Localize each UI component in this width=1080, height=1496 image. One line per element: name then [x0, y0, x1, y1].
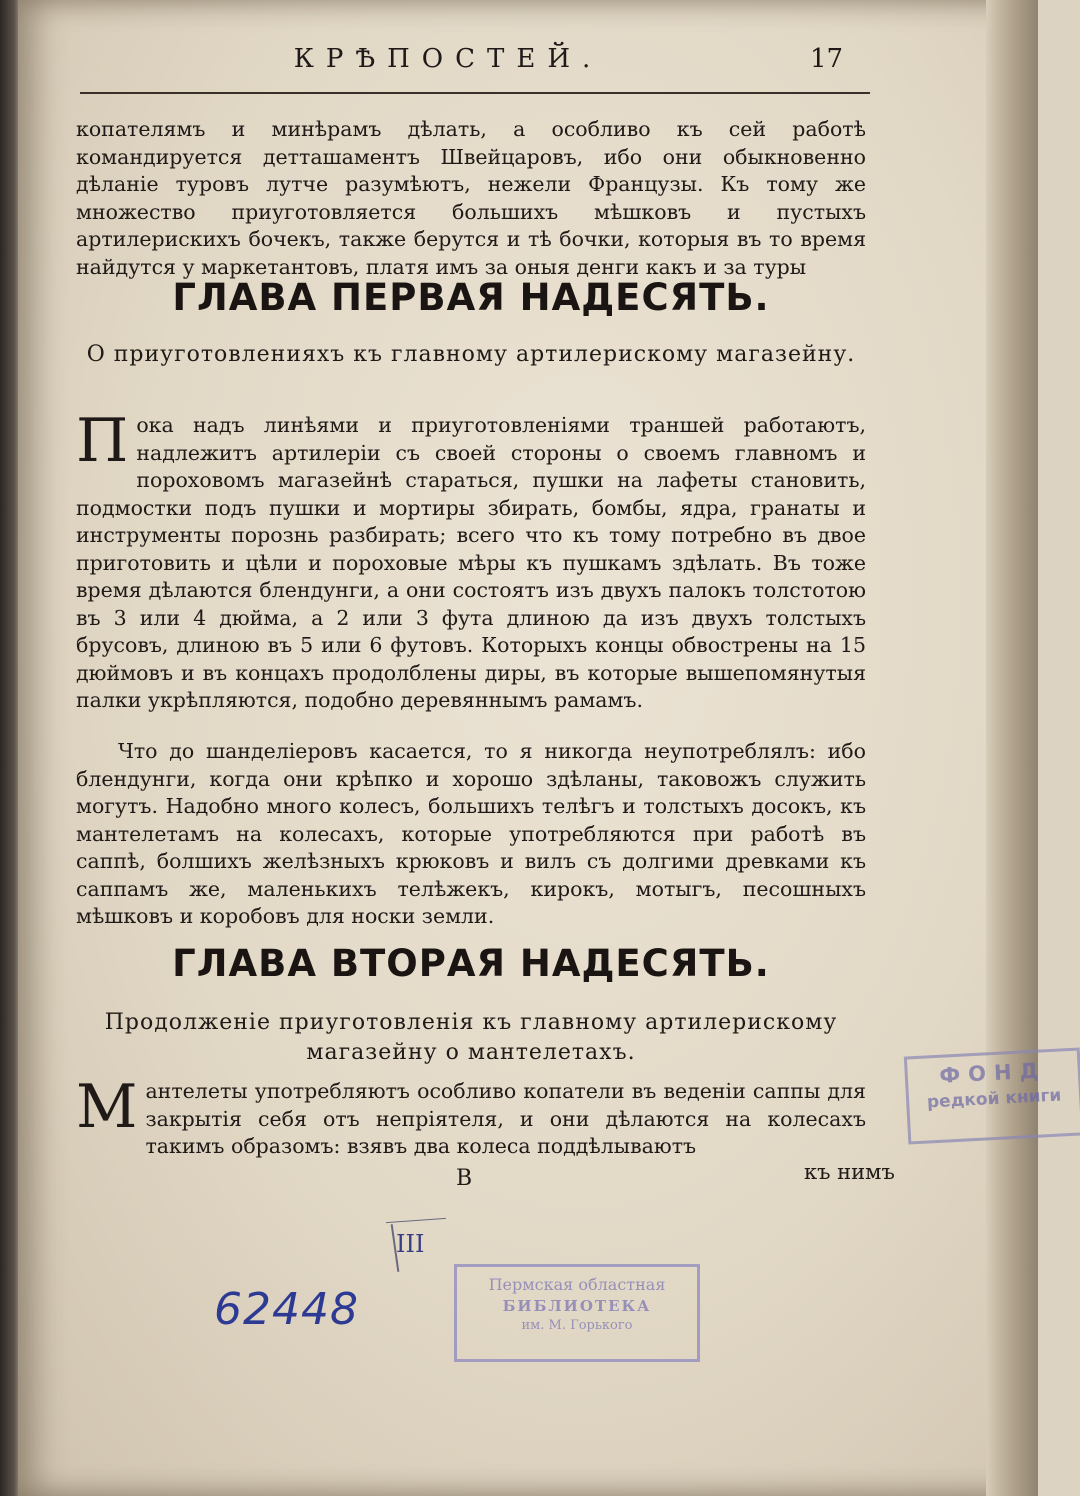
fond-stamp	[904, 1047, 1080, 1144]
book-page	[18, 0, 1062, 1496]
chapter-12-paragraph-1: антелеты употребляютъ особливо копатели въ веденіи саппы для закрытія себя отъ непріятеля, и они дѣлаются на колесахъ такимъ образомъ: взявъ два колеса поддѣлываютъ	[145, 1079, 866, 1158]
intro-paragraph: копателямъ и минѣрамъ дѣлать, а особливо къ сей работѣ командируется детташаментъ Швейцаровъ, ибо они обыкновенно дѣланіе туровъ лутче разумѣютъ, нежели Французы. Къ тому же множество приуготовляется большихъ мѣшковъ и пустыхъ артилерискихъ бочекъ, также берутся и тѣ бочки, которыя въ то время найдутся у маркетантовъ, платя имъ за оныя денги какъ и за туры	[76, 117, 866, 279]
page-number: 17	[810, 44, 844, 74]
chapter-11-paragraph-1: ока надъ линѣями и приуготовленіями траншей работаютъ, надлежитъ артилеріи съ своей стороны о своемъ главномъ и пороховомъ магазейнѣ стараться, пушки на лафеты становить, подмостки подъ пушки и мортиры збирать, бомбы, ядра, гранаты и инструменты порознь разбирать; всего что къ тому потребно въ двое приготовить и цѣли и пороховые мѣры къ пушкамъ здѣлать. Въ тоже время дѣлаются блендунги, а они состоятъ изъ двухъ палокъ толстотою въ 3 или 4 дюйма, а 2 или 3 фута длиною да изъ двухъ толстыхъ брусовъ, длиною въ 5 или 6 футовъ. Которыхъ концы обвострены на 15 дюймовъ и въ концахъ продолблены диры, въ которые вышепомянутыя палки укрѣпляются, подобно деревяннымъ рамамъ.	[76, 413, 866, 712]
dropcap-m: М	[76, 1072, 138, 1142]
chapter-11-paragraph-2: Что до шанделіеровъ касается, то я никогда неупотреблялъ: ибо блендунги, когда они крѣпко и хорошо здѣланы, таковожъ служить могутъ. Надобно много колесъ, большихъ телѣгъ и толстыхъ досокъ, къ мантелетамъ на колесахъ, которые употребляются при работѣ въ саппѣ, болшихъ желѣзныхъ крюковъ и вилъ съ долгими древками къ саппамъ же, маленькихъ телѣжекъ, кирокъ, мотыгъ, песошныхъ мѣшковъ и коробовъ для носки земли.	[76, 739, 866, 928]
chapter-11-title: ГЛАВА ПЕРВАЯ НАДЕСЯТЬ.	[172, 276, 770, 319]
chapter-12-subtitle: Продолженіе приуготовленія къ главному артилерискому магазейну о мантелетахъ.	[104, 1010, 838, 1065]
shelf-mark: III	[396, 1230, 425, 1258]
catchword: къ нимъ	[804, 1160, 895, 1184]
library-stamp-line2: БИБЛИОТЕКА	[502, 1297, 652, 1315]
header-rule	[80, 92, 870, 94]
fond-stamp-line1: ФОНД	[938, 1058, 1047, 1088]
library-stamp	[454, 1264, 700, 1362]
inventory-number: 62448	[214, 1284, 359, 1335]
chapter-11-body	[76, 406, 866, 715]
fond-stamp-line2: редкой книги	[926, 1085, 1062, 1113]
chapter-12-title: ГЛАВА ВТОРАЯ НАДЕСЯТЬ.	[172, 942, 770, 985]
page-edge-shadow	[986, 0, 1038, 1496]
library-stamp-line3: им. М. Горького	[521, 1318, 633, 1333]
chapter-11-subtitle: О приуготовленияхъ къ главному артилерискому магазейну.	[86, 342, 856, 367]
running-head: КРѢПОСТЕЙ.	[293, 44, 603, 74]
pencil-mark	[386, 1218, 446, 1223]
signature-mark: B	[456, 1166, 473, 1191]
library-stamp-line1: Пермская областная	[488, 1275, 666, 1294]
dropcap-p: П	[76, 406, 129, 476]
chapter-12-body	[76, 1072, 866, 1161]
